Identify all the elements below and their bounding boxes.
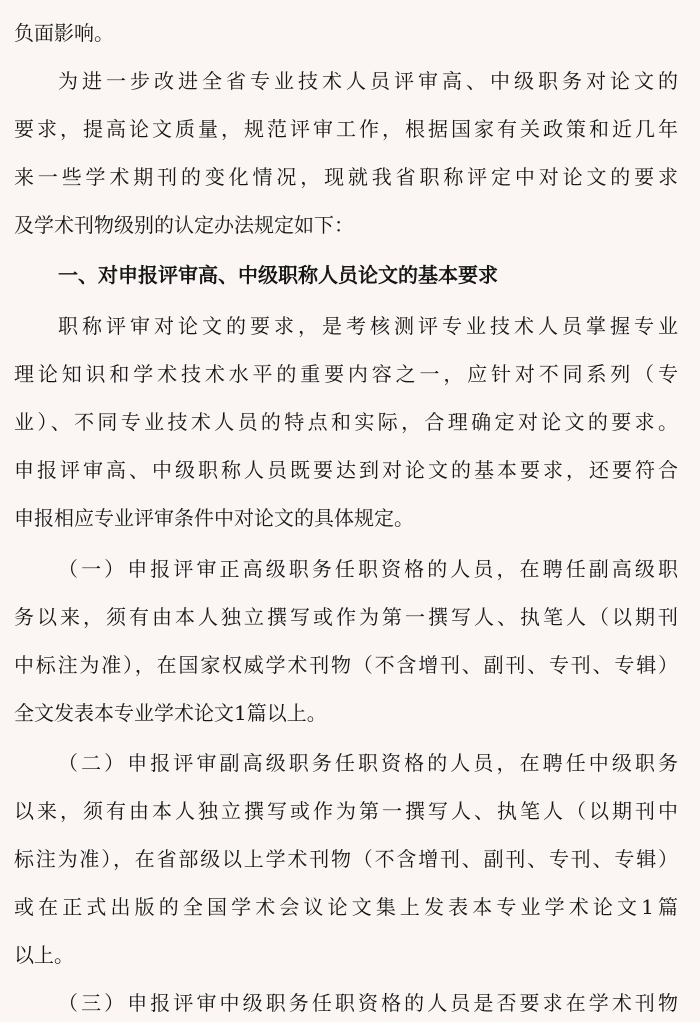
text-line: 来一些学术期刊的变化情况，现就我省职称评定中对论文的要求 [14,165,678,189]
text-line: 申报评审高、中级职称人员既要达到对论文的基本要求，还要符合 [14,458,678,482]
section-heading: 一、对申报评审高、中级职称人员论文的基本要求 [58,263,498,287]
text-line: 全文发表本专业学术论文1篇以上。 [14,701,327,725]
text-line: （三）申报评审中级职务任职资格的人员是否要求在学术刊物 [58,991,678,1015]
text-line: 标注为准），在省部级以上学术刊物（不含增刊、副刊、专刊、专辑） [14,847,678,871]
text-line: 申报相应专业评审条件中对论文的具体规定。 [14,506,414,530]
text-line: （二）申报评审副高级职务任职资格的人员，在聘任中级职务 [58,751,678,775]
text-line: 为进一步改进全省专业技术人员评审高、中级职务对论文的 [58,69,678,93]
text-line: （一）申报评审正高级职务任职资格的人员，在聘任副高级职 [58,557,678,581]
text-line: 负面影响。 [14,21,114,45]
text-line: 理论知识和学术技术水平的重要内容之一，应针对不同系列（专 [14,362,678,386]
text-line: 以来，须有由本人独立撰写或作为第一撰写人、执笔人（以期刊中 [14,799,678,823]
text-line: 职称评审对论文的要求，是考核测评专业技术人员掌握专业 [58,314,678,338]
text-line: 要求，提高论文质量，规范评审工作，根据国家有关政策和近几年 [14,117,678,141]
text-line: 或在正式出版的全国学术会议论文集上发表本专业学术论文1篇 [14,895,678,919]
text-line: 中标注为准），在国家权威学术刊物（不含增刊、副刊、专刊、专辑） [14,653,678,677]
text-line: 及学术刊物级别的认定办法规定如下： [14,213,354,237]
text-line: 务以来，须有由本人独立撰写或作为第一撰写人、执笔人（以期刊 [14,605,678,629]
text-line: 业）、不同专业技术人员的特点和实际，合理确定对论文的要求。 [14,410,678,434]
text-line: 以上。 [14,943,74,967]
